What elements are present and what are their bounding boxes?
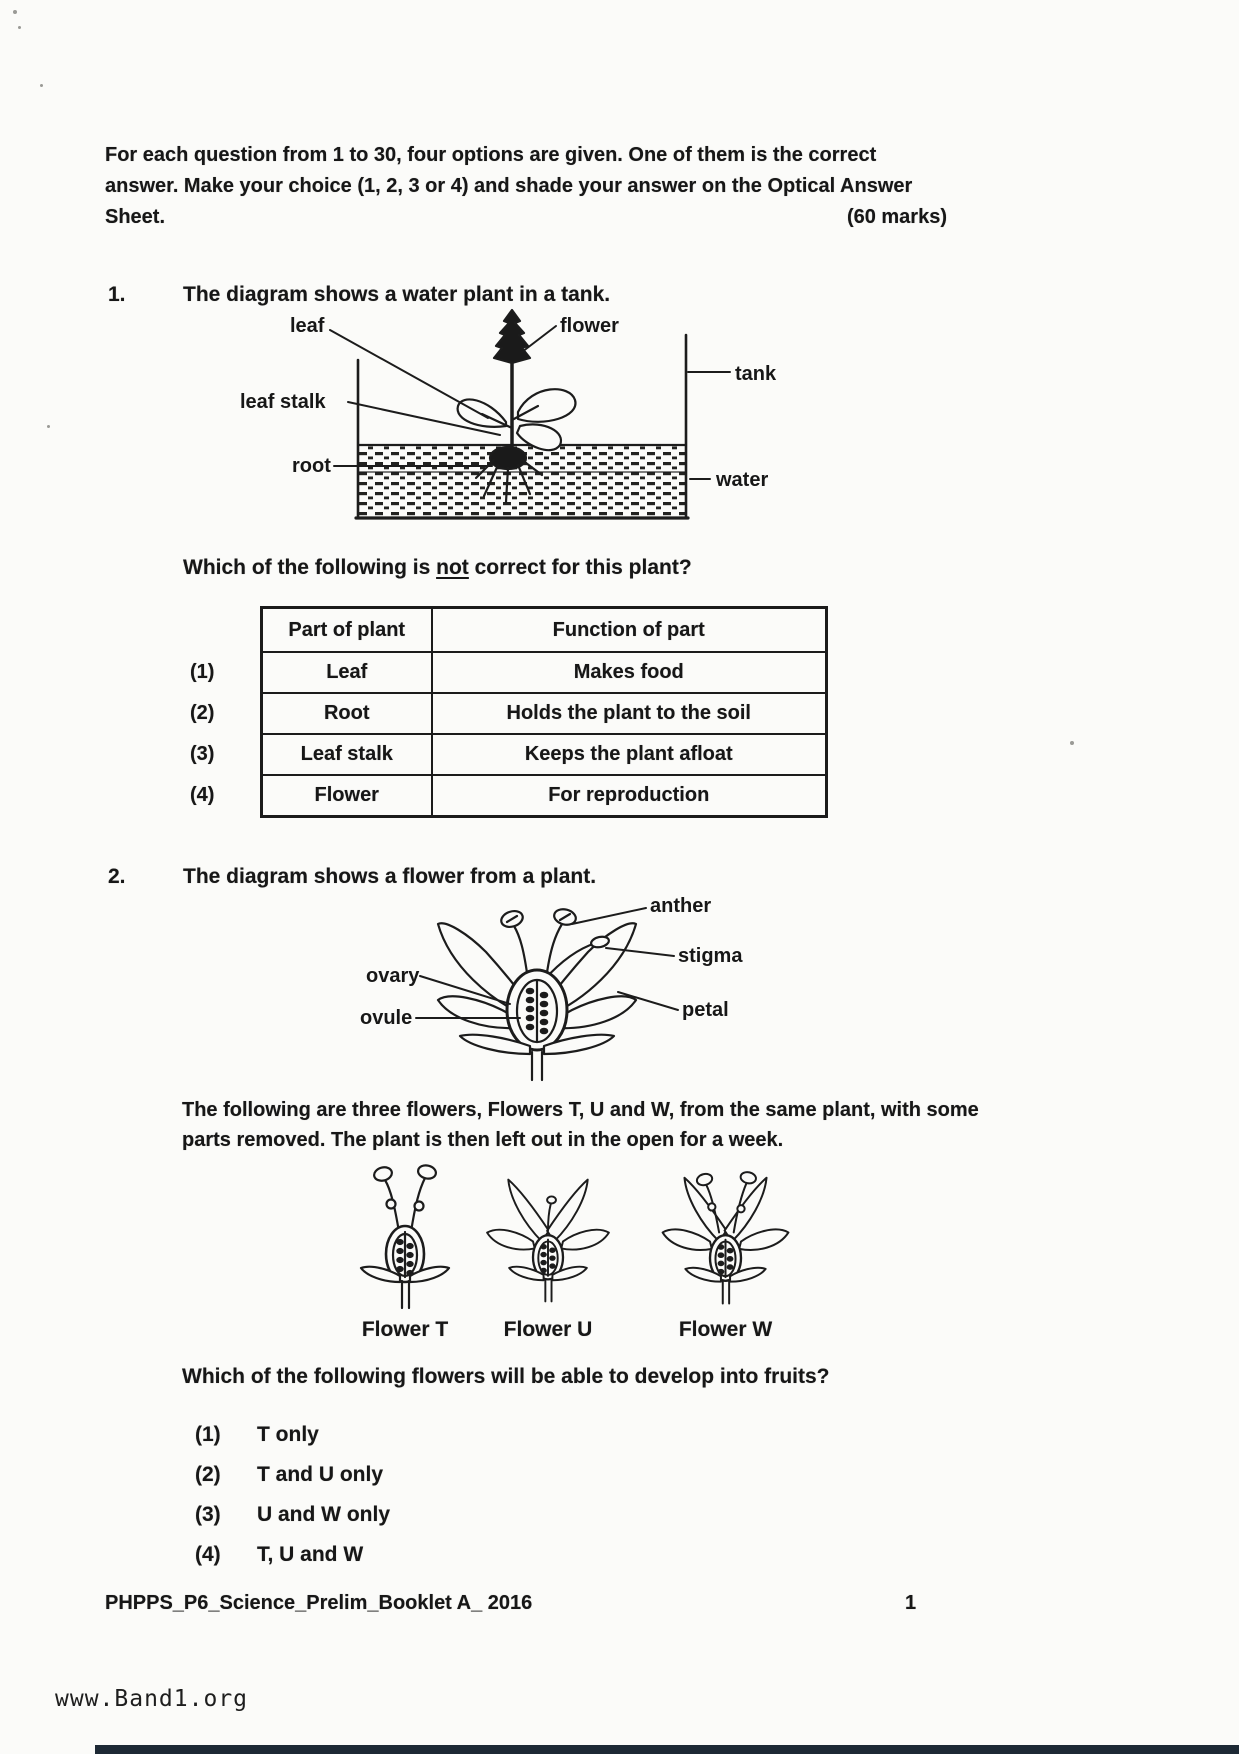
scan-speck (47, 425, 50, 428)
flower-t-drawing (345, 1162, 465, 1312)
flower-u-label: Flower U (503, 1318, 593, 1341)
part-cell: Root (262, 693, 432, 734)
instructions-text: For each question from 1 to 30, four options are given. One of them is the correct answer. Make your choice (1, 2, 3 or 4) and shade your answer on the Optical Answer Sheet. (105, 144, 913, 228)
flower-diagram (350, 888, 770, 1088)
part-cell: Leaf (262, 652, 432, 693)
q2-option-3 (195, 1502, 390, 1542)
table-row (262, 652, 827, 693)
flower-w-drawing (648, 1162, 803, 1312)
footer-page-number: 1 (905, 1592, 917, 1614)
tank-label: tank (735, 363, 777, 385)
q2-option-1 (195, 1422, 390, 1462)
tank-drawing (330, 310, 730, 518)
part-function-table (260, 606, 828, 818)
flower-u-figure (473, 1162, 623, 1342)
anther-label: anther (650, 895, 712, 917)
leaf-stalk-label: leaf stalk (240, 391, 326, 413)
watermark-url: www.Band1.org (55, 1686, 249, 1712)
option-text: U and W only (257, 1503, 390, 1526)
header-function-of-part: Function of part (432, 608, 827, 653)
root-mass (490, 447, 526, 469)
header-part-of-plant: Part of plant (262, 608, 432, 653)
table-row (262, 775, 827, 817)
q1-option-4: (4) (190, 784, 215, 806)
q2-option-4 (195, 1542, 390, 1582)
option-number: (3) (195, 1503, 221, 1526)
part-cell: Flower (262, 775, 432, 817)
ovule-label: ovule (360, 1007, 413, 1029)
option-text: T only (257, 1423, 319, 1446)
flower-t-figure (345, 1162, 465, 1342)
flower-w-label: Flower W (678, 1318, 773, 1341)
q2-number: 2. (108, 865, 126, 888)
flower-drawing (416, 907, 678, 1080)
q1-stem: The diagram shows a water plant in a tank. (183, 283, 611, 306)
q1-question-post: correct for this plant? (468, 556, 692, 579)
tank-diagram (230, 300, 790, 525)
q1-question (183, 556, 692, 580)
option-number: (2) (195, 1463, 221, 1486)
q1-option-2: (2) (190, 702, 215, 724)
flower-t-label: Flower T (361, 1318, 449, 1341)
flower-u-drawing (473, 1162, 623, 1312)
option-number: (4) (195, 1543, 221, 1566)
q2-options (195, 1422, 390, 1582)
q1-option-1: (1) (190, 661, 215, 683)
function-cell: Keeps the plant afloat (432, 734, 827, 775)
q1-question-pre: Which of the following is (183, 556, 437, 579)
table-row (262, 693, 827, 734)
table-row (262, 734, 827, 775)
q2-question: Which of the following flowers will be able to develop into fruits? (182, 1365, 830, 1388)
leaf-label: leaf (290, 315, 325, 337)
option-number: (1) (195, 1423, 221, 1446)
petal-label: petal (682, 999, 729, 1021)
function-cell: Makes food (432, 652, 827, 693)
function-cell: For reproduction (432, 775, 827, 817)
q2-option-2 (195, 1462, 390, 1502)
q1-number: 1. (108, 283, 126, 306)
scan-speck (18, 26, 21, 29)
water-label: water (716, 469, 769, 491)
table-header-row (262, 608, 827, 653)
q2-stem: The diagram shows a flower from a plant. (183, 865, 597, 888)
instructions-paragraph (105, 140, 947, 233)
q2-description: The following are three flowers, Flowers T, U and W, from the same plant, with some parts removed. The plant is then left out in the open for a week. (182, 1099, 979, 1151)
part-cell: Leaf stalk (262, 734, 432, 775)
marks-label: (60 marks) (846, 206, 947, 228)
footer-booklet-title: PHPPS_P6_Science_Prelim_Booklet A_ 2016 (105, 1592, 533, 1614)
scan-speck (1070, 741, 1074, 745)
ovary-label: ovary (366, 965, 420, 987)
flower-w-figure (648, 1162, 803, 1342)
flower-label: flower (560, 315, 619, 337)
scan-bottom-bar (95, 1745, 1239, 1754)
stigma-label: stigma (678, 945, 743, 967)
option-text: T and U only (257, 1463, 383, 1486)
q1-option-numbers (190, 606, 260, 818)
q1-answer-table (190, 606, 828, 818)
q1-question-not: not (436, 556, 469, 579)
scan-speck (40, 84, 43, 87)
root-label: root (292, 455, 331, 477)
q1-option-3: (3) (190, 743, 215, 765)
option-text: T, U and W (257, 1543, 364, 1566)
function-cell: Holds the plant to the soil (432, 693, 827, 734)
flower-spike (494, 310, 530, 363)
ovary-drawing (507, 970, 567, 1050)
scan-speck (13, 10, 17, 14)
